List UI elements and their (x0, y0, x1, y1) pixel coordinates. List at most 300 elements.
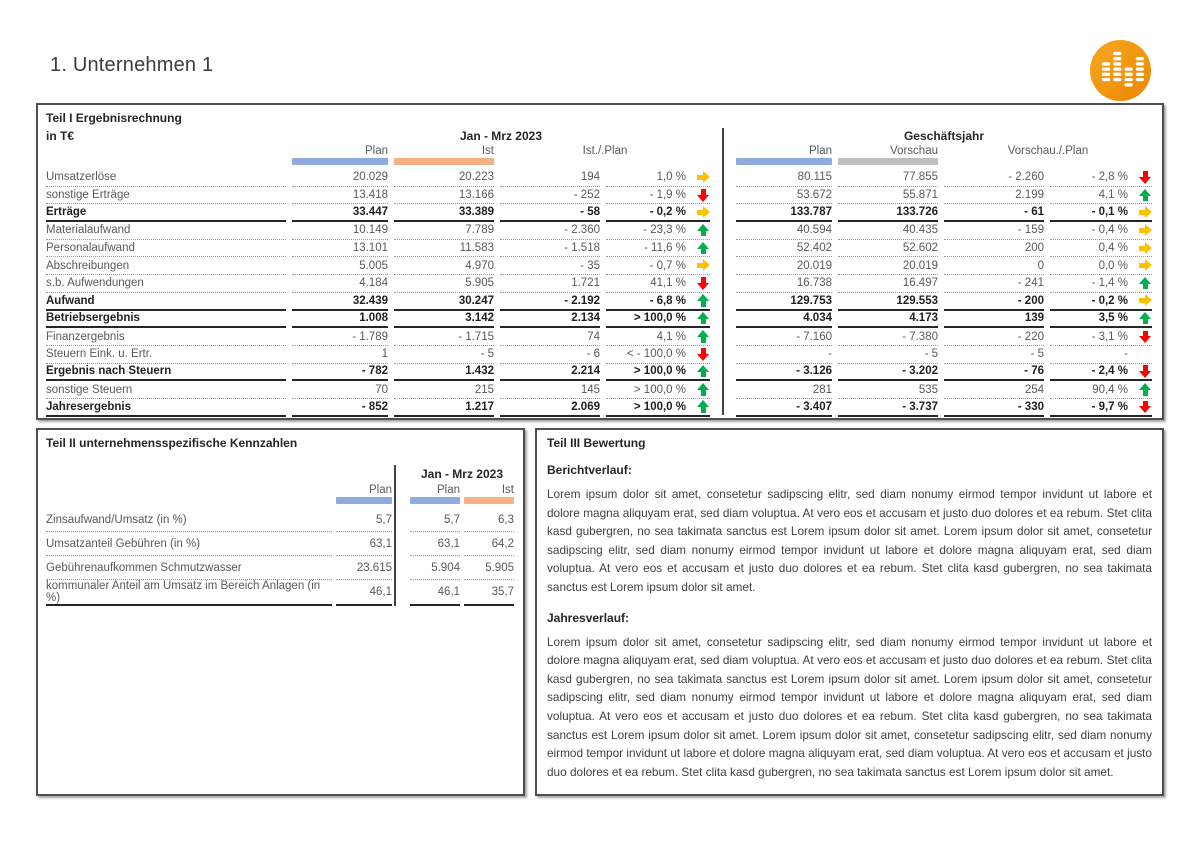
table-row (46, 275, 1154, 293)
value-cell: - 7.380 (838, 328, 938, 346)
value-cell: 1.432 (394, 364, 494, 382)
ist-color-bar (394, 158, 494, 165)
value-cell: 13.101 (292, 240, 388, 258)
trend-arrow-up-icon (697, 330, 710, 343)
value-cell: - 200 (944, 293, 1044, 311)
value-cell: 55.871 (838, 187, 938, 205)
col-header-plan-period: Plan (436, 483, 460, 496)
row-label: Betriebsergebnis (46, 311, 286, 329)
value-cell: 20.029 (292, 169, 388, 187)
pct-value: - 1,4 % (1091, 277, 1128, 290)
arrow-head (1139, 406, 1151, 413)
value-cell: 11.583 (394, 240, 494, 258)
value-cell: 74 (500, 328, 600, 346)
arrow-head (1145, 242, 1152, 254)
arrow-stem (1139, 263, 1146, 268)
table-row (46, 556, 515, 580)
plan-bar-cell (336, 497, 392, 508)
arrow-stem (701, 277, 706, 283)
value-cell: - 852 (292, 399, 388, 417)
value-cell: - 220 (944, 328, 1044, 346)
row-label: s.b. Aufwendungen (46, 275, 286, 293)
pct-value: > 100,0 % (633, 383, 686, 396)
table-row (46, 328, 1154, 346)
value-cell: - 7.160 (736, 328, 832, 346)
pct-cell (606, 169, 710, 187)
value-cell: 215 (394, 381, 494, 399)
pct-cell (1050, 364, 1152, 382)
arrow-head (697, 354, 709, 361)
trend-arrow-down-icon (697, 277, 710, 290)
arrow-stem (1143, 390, 1148, 396)
arrow-box (690, 365, 710, 378)
pct-cell (606, 257, 710, 275)
arrow-box (690, 330, 710, 343)
arrow-head (1139, 336, 1151, 343)
value-cell: 32.439 (292, 293, 388, 311)
value-cell: - 3.126 (736, 364, 832, 382)
pct-cell (1050, 169, 1152, 187)
row-label: Umsatzerlöse (46, 169, 286, 187)
arrow-stem (701, 348, 706, 354)
arrow-head (1139, 177, 1151, 184)
value-cell: 23.615 (336, 556, 392, 580)
value-cell: 1 (292, 346, 388, 364)
trend-arrow-right-icon (697, 259, 710, 272)
value-cell: 133.787 (736, 204, 832, 222)
row-label: Aufwand (46, 293, 286, 311)
arrow-box (690, 312, 710, 325)
pct-cell (1050, 399, 1152, 417)
pct-cell (1050, 275, 1152, 293)
trend-arrow-up-icon (697, 224, 710, 237)
arrow-stem (1143, 195, 1148, 201)
value-cell: 20.019 (838, 257, 938, 275)
pct-value: > 100,0 % (633, 365, 686, 378)
arrow-stem (701, 318, 706, 324)
trend-arrow-up-icon (697, 365, 710, 378)
arrow-box (1132, 224, 1152, 237)
pct-cell (606, 275, 710, 293)
value-cell: 129.553 (838, 293, 938, 311)
value-cell: - 3.202 (838, 364, 938, 382)
column-divider-gap (396, 482, 406, 497)
value-cell: 63,1 (336, 532, 392, 556)
section-divider-line (722, 128, 724, 415)
row-label: Umsatzanteil Gebühren (in %) (46, 532, 332, 556)
equalizer-logo-svg (1089, 39, 1152, 102)
pct-value: - 2,8 % (1091, 171, 1128, 184)
arrow-stem (701, 230, 706, 236)
arrow-box (690, 206, 710, 219)
column-divider-gap (396, 508, 406, 532)
value-cell: 5,7 (336, 508, 392, 532)
empty-cell (46, 143, 286, 158)
value-cell: - 1.518 (500, 240, 600, 258)
value-cell: 2.214 (500, 364, 600, 382)
value-cell: - 5 (394, 346, 494, 364)
table-row (46, 399, 1154, 417)
row-label: Abschreibungen (46, 257, 286, 275)
value-cell: 2.199 (944, 187, 1044, 205)
table-row (46, 240, 1154, 258)
row-label: Jahresergebnis (46, 399, 286, 417)
year-progress-text: Lorem ipsum dolor sit amet, consetetur sadipscing elitr, sed diam nonumy eirmod tempor invidunt ut labore et dolore magna aliquyam erat, sed diam voluptua. At vero eos et accusam et justo duo dolores et ea rebum. Stet clita kasd gubergren, no sea takimata sanctus est Lorem ipsum dolor sit amet. Lorem ipsum dolor sit amet, consetetur sadipscing elitr, sed diam nonumy eirmod tempor invidunt ut labore et dolore magna aliquyam erat, sed diam voluptua. At vero eos et accusam et justo duo dolores et ea rebum. Stet clita kasd gubergren, no sea takimata sanctus est Lorem ipsum dolor sit amet. Lorem ipsum dolor sit amet, consetetur sadipscing elitr, sed diam nonumy eirmod tempor invidunt ut labore et dolore magna aliquyam erat, sed diam voluptua. At vero eos et accusam et justo duo dolores et ea rebum. Stet clita kasd gubergren, no sea takimata sanctus est Lorem ipsum dolor sit amet. (547, 634, 1152, 779)
period-header: Jan - Mrz 2023 (459, 128, 543, 143)
pct-cell (1050, 240, 1152, 258)
table-row (46, 532, 515, 556)
value-cell: 6,3 (464, 508, 514, 532)
value-cell: 0 (944, 257, 1044, 275)
arrow-box (1132, 189, 1152, 202)
pct-value: - 0,4 % (1091, 224, 1128, 237)
empty-cell (336, 465, 392, 482)
value-cell: - 2.260 (944, 169, 1044, 187)
col-header-ist-vs-plan: Ist./.Plan (582, 144, 628, 157)
table-row (46, 311, 1154, 329)
arrow-stem (697, 210, 704, 215)
pct-value: 4,1 % (1098, 189, 1128, 202)
part3-section (535, 428, 1164, 796)
table-row (46, 187, 1154, 205)
value-cell: - 782 (292, 364, 388, 382)
value-cell: - 6 (500, 346, 600, 364)
arrow-stem (1143, 283, 1148, 289)
trend-arrow-right-icon (697, 171, 710, 184)
arrow-stem (697, 175, 704, 180)
arrow-stem (1139, 228, 1146, 233)
period-header: Jan - Mrz 2023 (420, 466, 504, 481)
value-cell: 3.142 (394, 311, 494, 329)
value-cell: 5.005 (292, 257, 388, 275)
trend-arrow-right-icon (1139, 224, 1152, 237)
pct-cell (1050, 293, 1152, 311)
trend-arrow-up-icon (697, 312, 710, 325)
value-cell: - 330 (944, 399, 1044, 417)
pct-value: - 3,1 % (1091, 330, 1128, 343)
trend-arrow-up-icon (1139, 312, 1152, 325)
arrow-box (690, 277, 710, 290)
row-label: Finanzergebnis (46, 328, 286, 346)
pct-value: < - 100,0 % (626, 348, 686, 361)
arrow-stem (701, 337, 706, 343)
column-divider-gap (396, 532, 406, 556)
ist-bar-cell (394, 158, 494, 169)
table-row (46, 580, 515, 606)
row-label: Materialaufwand (46, 222, 286, 240)
pct-cell (1050, 187, 1152, 205)
value-cell: - 2.360 (500, 222, 600, 240)
arrow-stem (1139, 210, 1146, 215)
pct-cell (606, 399, 710, 417)
pct-value: 0,4 % (1098, 242, 1128, 255)
column-divider-gap (396, 580, 406, 606)
arrow-stem (1143, 318, 1148, 324)
value-cell: 52.602 (838, 240, 938, 258)
pct-value: - 0,2 % (649, 206, 686, 219)
arrow-stem (1143, 331, 1148, 337)
arrow-head (1145, 294, 1152, 306)
value-cell: 52.402 (736, 240, 832, 258)
value-cell: - 76 (944, 364, 1044, 382)
value-cell: - 3.407 (736, 399, 832, 417)
value-cell: 4.034 (736, 311, 832, 329)
value-cell: 40.435 (838, 222, 938, 240)
value-cell: 7.789 (394, 222, 494, 240)
trend-arrow-right-icon (697, 206, 710, 219)
value-cell: 5.905 (464, 556, 514, 580)
value-cell: 4.970 (394, 257, 494, 275)
arrow-head (697, 283, 709, 290)
pct-cell (606, 381, 710, 399)
value-cell: 129.753 (736, 293, 832, 311)
value-cell: 53.672 (736, 187, 832, 205)
plan-year-bar-cell (736, 158, 832, 169)
arrow-stem (701, 371, 706, 377)
trend-arrow-up-icon (697, 400, 710, 413)
part3-title: Teil III Bewertung (547, 436, 646, 450)
part2-section (36, 428, 525, 796)
pct-value: 3,5 % (1098, 312, 1128, 325)
color-bar-row (46, 158, 1154, 169)
empty-cell (46, 158, 286, 169)
pct-cell (1050, 381, 1152, 399)
arrow-stem (701, 248, 706, 254)
arrow-box (690, 383, 710, 396)
ist-bar-cell (464, 497, 514, 508)
value-cell: 13.166 (394, 187, 494, 205)
col-header-plan: Plan (364, 144, 388, 157)
row-label: Gebührenaufkommen Schmutzwasser (46, 556, 332, 580)
pct-cell (606, 204, 710, 222)
trend-arrow-up-icon (697, 383, 710, 396)
arrow-box (1132, 312, 1152, 325)
row-label: sonstige Erträge (46, 187, 286, 205)
arrow-box (1132, 400, 1152, 413)
trend-arrow-down-icon (1139, 400, 1152, 413)
pct-cell (606, 346, 710, 364)
value-cell: - (736, 346, 832, 364)
arrow-stem (701, 407, 706, 413)
plan-period-bar-cell (410, 497, 460, 508)
arrow-box (690, 348, 710, 361)
value-cell: 281 (736, 381, 832, 399)
value-cell: 535 (838, 381, 938, 399)
value-cell: - 252 (500, 187, 600, 205)
value-cell: 2.069 (500, 399, 600, 417)
year-progress-heading: Jahresverlauf: (547, 610, 630, 625)
pct-cell (606, 311, 710, 329)
value-cell: 1.721 (500, 275, 600, 293)
part1-section (36, 103, 1164, 420)
arrow-head (1145, 259, 1152, 271)
plan-year-color-bar (736, 158, 832, 165)
part1-table (46, 128, 1154, 417)
value-cell: - 1.789 (292, 328, 388, 346)
color-bar-row (46, 497, 515, 508)
arrow-box (1132, 277, 1152, 290)
value-cell: - 241 (944, 275, 1044, 293)
arrow-box (1132, 242, 1152, 255)
part2-title: Teil II unternehmensspezifische Kennzahlen (46, 436, 298, 450)
vorschau-color-bar (838, 158, 938, 165)
plan-period-color-bar (410, 497, 460, 504)
pct-value: - 6,8 % (649, 294, 686, 307)
trend-arrow-right-icon (1139, 294, 1152, 307)
empty-cell (500, 158, 600, 169)
trend-arrow-up-icon (1139, 277, 1152, 290)
arrow-head (703, 206, 710, 218)
value-cell: - 5 (838, 346, 938, 364)
value-cell: 40.594 (736, 222, 832, 240)
table-row (46, 169, 1154, 187)
value-cell: - 159 (944, 222, 1044, 240)
table-row (46, 257, 1154, 275)
pct-value: 4,1 % (656, 330, 686, 343)
value-cell: 33.447 (292, 204, 388, 222)
page-title: 1. Unternehmen 1 (50, 54, 214, 76)
value-cell: 254 (944, 381, 1044, 399)
pct-value: - 0,2 % (1091, 294, 1128, 307)
pct-value: - 0,7 % (649, 259, 686, 272)
pct-cell (606, 240, 710, 258)
col-header-ist: Ist (481, 144, 494, 157)
pct-cell (1050, 328, 1152, 346)
report-progress-heading: Berichtverlauf: (547, 463, 632, 477)
arrow-stem (701, 390, 706, 396)
value-cell: - 58 (500, 204, 600, 222)
empty-cell (606, 158, 710, 169)
value-cell: 13.418 (292, 187, 388, 205)
unit-label: in T€ (46, 128, 75, 143)
row-label: Zinsaufwand/Umsatz (in %) (46, 508, 332, 532)
table-row (46, 508, 515, 532)
value-cell: 46,1 (336, 580, 392, 606)
table-row (46, 293, 1154, 311)
value-cell: 16.738 (736, 275, 832, 293)
pct-value: > 100,0 % (633, 312, 686, 325)
trend-arrow-right-icon (1139, 259, 1152, 272)
value-cell: 46,1 (410, 580, 460, 606)
column-divider-gap (396, 465, 406, 482)
arrow-head (697, 195, 709, 202)
value-cell: 5.905 (394, 275, 494, 293)
value-cell: 2.134 (500, 311, 600, 329)
part2-table (46, 465, 515, 606)
value-cell: 33.389 (394, 204, 494, 222)
trend-arrow-up-icon (697, 242, 710, 255)
arrow-stem (1139, 246, 1146, 251)
part1-body (46, 169, 1154, 417)
table-row (46, 222, 1154, 240)
table-row (46, 204, 1154, 222)
ist-color-bar (464, 497, 514, 504)
plan-color-bar (336, 497, 392, 504)
year-header: Geschäftsjahr (903, 128, 985, 143)
row-label: kommunaler Anteil am Umsatz im Bereich Anlagen (in %) (46, 580, 332, 606)
section-divider-line (394, 465, 396, 606)
arrow-stem (1143, 171, 1148, 177)
pct-cell (606, 328, 710, 346)
plan-bar-cell (292, 158, 388, 169)
arrow-stem (701, 189, 706, 195)
col-header-ist: Ist (501, 483, 514, 496)
pct-value: - 0,1 % (1091, 206, 1128, 219)
arrow-box (690, 400, 710, 413)
arrow-box (1132, 259, 1152, 272)
value-cell: 133.726 (838, 204, 938, 222)
column-divider-gap (396, 497, 406, 508)
arrow-stem (701, 301, 706, 307)
pct-value: 1,0 % (656, 171, 686, 184)
part2-body (46, 508, 515, 606)
value-cell: 64,2 (464, 532, 514, 556)
table-row (46, 381, 1154, 399)
value-cell: 139 (944, 311, 1044, 329)
arrow-stem (1143, 401, 1148, 407)
value-cell: 77.855 (838, 169, 938, 187)
arrow-box (1132, 294, 1152, 307)
trend-arrow-right-icon (1139, 206, 1152, 219)
value-cell: 4.173 (838, 311, 938, 329)
value-cell: 80.115 (736, 169, 832, 187)
trend-arrow-down-icon (1139, 365, 1152, 378)
pct-cell (606, 364, 710, 382)
report-progress-text: Lorem ipsum dolor sit amet, consetetur sadipscing elitr, sed diam nonumy eirmod tempor invidunt ut labore et dolore magna aliquyam erat, sed diam voluptua. At vero eos et accusam et justo duo dolores et ea rebum. Stet clita kasd gubergren, no sea takimata sanctus est Lorem ipsum dolor sit amet. Lorem ipsum dolor sit amet, consetetur sadipscing elitr, sed diam nonumy eirmod tempor invidunt ut labore et dolore magna aliquyam erat, sed diam voluptua. At vero eos et accusam et justo duo dolores et ea rebum. Stet clita kasd gubergren, no sea takimata sanctus est Lorem ipsum dolor sit amet. (547, 487, 1152, 594)
arrow-box (1132, 383, 1152, 396)
column-header-row (46, 482, 515, 497)
empty-cell (46, 482, 332, 497)
value-cell: 10.149 (292, 222, 388, 240)
value-cell: 16.497 (838, 275, 938, 293)
trend-arrow-right-icon (1139, 242, 1152, 255)
pct-cell (1050, 222, 1152, 240)
value-cell: 1.217 (394, 399, 494, 417)
col-header-plan: Plan (368, 483, 392, 496)
pct-cell (1050, 346, 1152, 364)
pct-value: - 9,7 % (1091, 400, 1128, 413)
arrow-box (690, 242, 710, 255)
plan-color-bar (292, 158, 388, 165)
arrow-box (690, 259, 710, 272)
pct-value: - 11,6 % (644, 242, 686, 255)
arrow-head (703, 171, 710, 183)
value-cell: 4.184 (292, 275, 388, 293)
pct-cell (1050, 204, 1152, 222)
value-cell: - 35 (500, 257, 600, 275)
pct-value: 90,4 % (1092, 383, 1128, 396)
arrow-box (690, 171, 710, 184)
value-cell: 20.223 (394, 169, 494, 187)
arrow-box (1132, 171, 1152, 184)
table-row (46, 364, 1154, 382)
pct-value: 0,0 % (1098, 259, 1128, 272)
period-header-row (46, 128, 1154, 143)
arrow-head (703, 259, 710, 271)
value-cell: - 2.192 (500, 293, 600, 311)
value-cell: 70 (292, 381, 388, 399)
empty-cell (46, 465, 332, 482)
pct-cell (606, 187, 710, 205)
part1-title: Teil I Ergebnisrechnung (46, 111, 182, 125)
pct-value: - (1124, 348, 1128, 361)
col-header-vorschau: Vorschau (890, 144, 938, 157)
value-cell: 35,7 (464, 580, 514, 606)
trend-arrow-down-icon (697, 189, 710, 202)
arrow-box (690, 189, 710, 202)
period-header-row (46, 465, 515, 482)
arrow-box (1132, 330, 1152, 343)
